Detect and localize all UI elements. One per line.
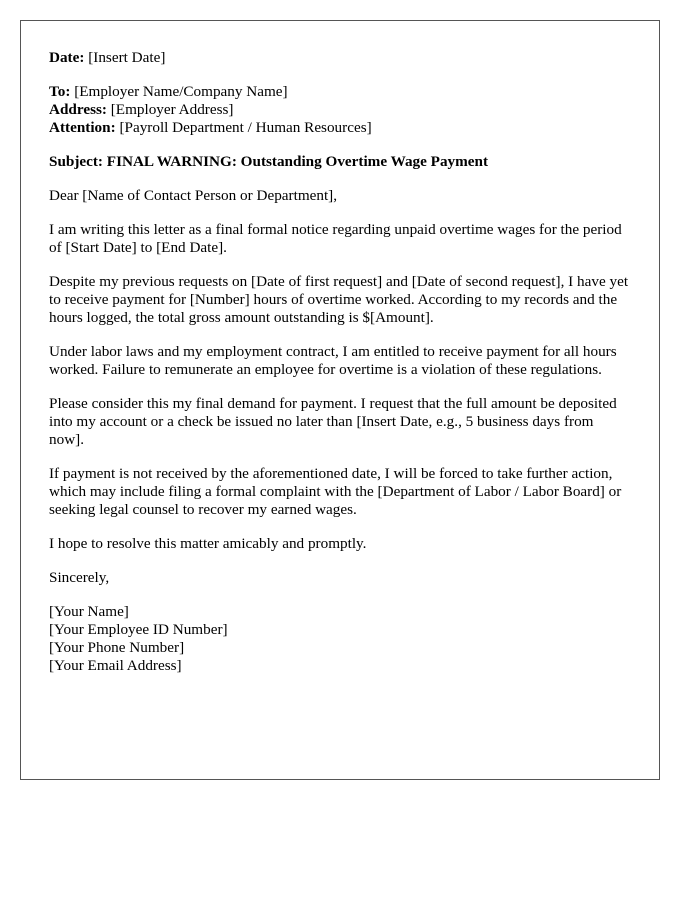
- paragraph-final-demand: Please consider this my final demand for payment. I request that the full amount be deposited into my account or a check be issued no later than [Insert Date, e.g., 5 business days from now].: [49, 395, 617, 448]
- attention-value: [Payroll Department / Human Resources]: [115, 119, 372, 136]
- paragraph-previous-requests: Despite my previous requests on [Date of first request] and [Date of second request], I have yet to receive payment for [Number] hours of overtime worked. According to my records and the hours logged, the total gross amount outstanding is $[Amount].: [49, 273, 629, 326]
- signature-email: [Your Email Address]: [49, 657, 182, 674]
- date-line: [49, 49, 631, 67]
- signature-block: [49, 603, 631, 675]
- attention-label: Attention:: [49, 119, 116, 136]
- paragraph-consequences: If payment is not received by the aforementioned date, I will be forced to take further action, which may include filing a formal complaint with the [Department of Labor / Labor Board] or seeking legal counsel to recover my earned wages.: [49, 465, 622, 518]
- signature-phone: [Your Phone Number]: [49, 639, 185, 656]
- paragraph-resolution: I hope to resolve this matter amicably and promptly.: [49, 535, 367, 552]
- salutation: Dear [Name of Contact Person or Department],: [49, 187, 338, 204]
- to-value: [Employer Name/Company Name]: [70, 83, 288, 100]
- closing: Sincerely,: [49, 569, 110, 586]
- attention-line: [49, 119, 631, 137]
- to-label: To:: [49, 83, 71, 100]
- to-line: [49, 83, 631, 101]
- letter-page: [20, 20, 660, 780]
- recipient-block: [49, 83, 631, 137]
- signature-name: [Your Name]: [49, 603, 129, 620]
- address-label: Address:: [49, 101, 107, 118]
- date-value: [Insert Date]: [84, 49, 166, 66]
- paragraph-legal-basis: Under labor laws and my employment contract, I am entitled to receive payment for all hours worked. Failure to remunerate an employee for overtime is a violation of these regulations.: [49, 343, 617, 378]
- paragraph-overview: I am writing this letter as a final formal notice regarding unpaid overtime wages for the period of [Start Date] to [End Date].: [49, 221, 622, 256]
- subject-line: Subject: FINAL WARNING: Outstanding Overtime Wage Payment: [49, 153, 489, 170]
- date-label: Date:: [49, 49, 85, 66]
- address-line: [49, 101, 631, 119]
- address-value: [Employer Address]: [106, 101, 234, 118]
- signature-employee-id: [Your Employee ID Number]: [49, 621, 228, 638]
